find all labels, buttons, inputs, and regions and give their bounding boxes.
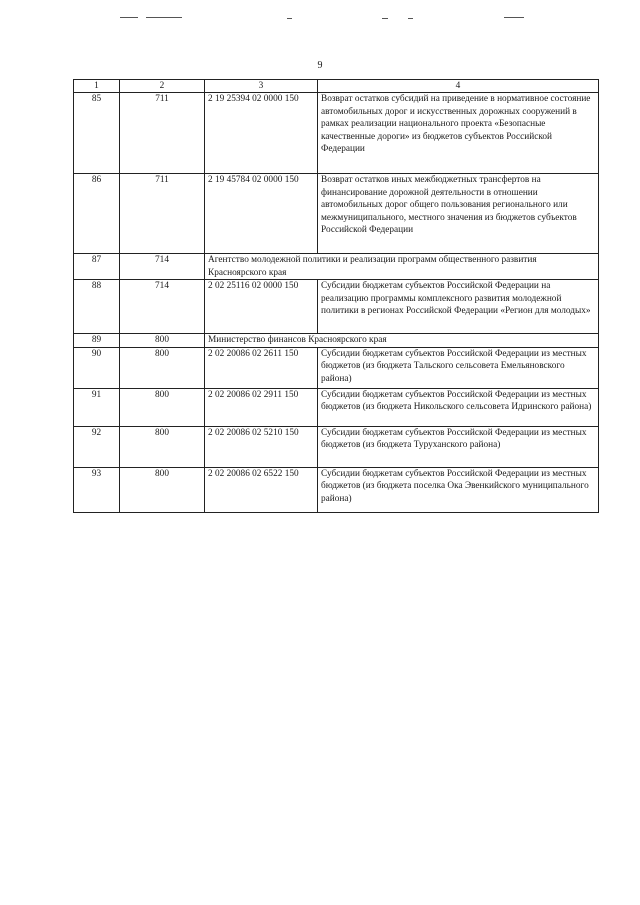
budget-code: 2 02 20086 02 6522 150 (205, 467, 318, 512)
budget-code: 2 19 25394 02 0000 150 (205, 93, 318, 174)
budget-code: 2 19 45784 02 0000 150 (205, 174, 318, 254)
scan-mark (504, 17, 524, 18)
income-description: Возврат остатков субсидий на приведение в нормативное состояние автомобильных дорог и искусственных дорожных сооружений в рамках реализации национального проекта «Безопасные качественные дороги» из бюджетов субъектов Российской Федерации (318, 93, 599, 174)
income-description: Субсидии бюджетам субъектов Российской Федерации из местных бюджетов (из бюджета Тальского сельсовета Емельяновского района) (318, 347, 599, 388)
table-row (74, 93, 599, 174)
income-description: Субсидии бюджетам субъектов Российской Федерации на реализацию программы комплексного развития молодежной политики в регионах Российской Федерации «Регион для молодых» (318, 280, 599, 334)
column-header: 1 (74, 80, 120, 93)
income-description: Возврат остатков иных межбюджетных трансфертов на финансирование дорожной деятельности в отношении автомобильных дорог общего пользования регионального или межмуниципального, местного значения из бюджетов субъектов Российской Федерации (318, 174, 599, 254)
admin-code: 714 (120, 280, 205, 334)
row-number: 85 (74, 93, 120, 174)
column-header: 4 (318, 80, 599, 93)
row-number: 93 (74, 467, 120, 512)
table-row (74, 174, 599, 254)
administrator-name: Агентство молодежной политики и реализации программ общественного развития Красноярского края (205, 254, 599, 280)
table-row (74, 254, 599, 280)
table-row (74, 334, 599, 348)
admin-code: 800 (120, 334, 205, 348)
admin-code: 711 (120, 174, 205, 254)
admin-code: 800 (120, 388, 205, 426)
table-row (74, 467, 599, 512)
budget-table (73, 79, 599, 513)
scan-mark (120, 17, 138, 18)
row-number: 92 (74, 426, 120, 467)
row-number: 91 (74, 388, 120, 426)
column-header: 2 (120, 80, 205, 93)
row-number: 90 (74, 347, 120, 388)
row-number: 87 (74, 254, 120, 280)
table-row (74, 280, 599, 334)
admin-code: 800 (120, 426, 205, 467)
budget-code: 2 02 20086 02 2911 150 (205, 388, 318, 426)
row-number: 86 (74, 174, 120, 254)
row-number: 88 (74, 280, 120, 334)
administrator-name: Министерство финансов Красноярского края (205, 334, 599, 348)
admin-code: 714 (120, 254, 205, 280)
row-number: 89 (74, 334, 120, 348)
admin-code: 800 (120, 347, 205, 388)
admin-code: 800 (120, 467, 205, 512)
table-row (74, 347, 599, 388)
budget-code: 2 02 20086 02 2611 150 (205, 347, 318, 388)
header-row (74, 80, 599, 93)
scan-mark (382, 18, 388, 19)
scan-mark (287, 18, 292, 19)
table-row (74, 426, 599, 467)
scan-mark (146, 17, 182, 18)
page-number: 9 (317, 60, 323, 71)
scan-mark (408, 18, 413, 19)
income-description: Субсидии бюджетам субъектов Российской Федерации из местных бюджетов (из бюджета Никольского сельсовета Идринского района) (318, 388, 599, 426)
column-header: 3 (205, 80, 318, 93)
income-description: Субсидии бюджетам субъектов Российской Федерации из местных бюджетов (из бюджета Туруханского района) (318, 426, 599, 467)
table-row (74, 388, 599, 426)
budget-code: 2 02 20086 02 5210 150 (205, 426, 318, 467)
budget-code: 2 02 25116 02 0000 150 (205, 280, 318, 334)
admin-code: 711 (120, 93, 205, 174)
income-description: Субсидии бюджетам субъектов Российской Федерации из местных бюджетов (из бюджета поселка Ока Эвенкийского муниципального района) (318, 467, 599, 512)
